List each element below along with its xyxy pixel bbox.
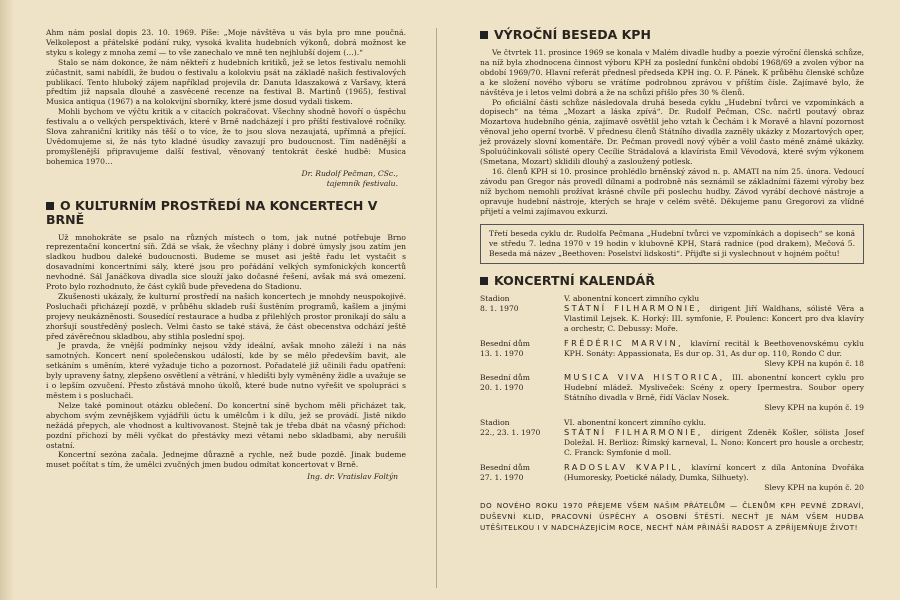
body-paragraph-4: Nelze také pominout otázku oblečení. Do koncertní síně bychom měli přicházet tak, abychom svým zevnějškem vyjádřili úctu k umělcům i k dílu, jež se provádí. Jistě nikdo nežádá přepych, ale vhodnost a kultivovanost. Stejně tak je třeba dbát na včasný příchod: pozdní příchozí by měli vyčkat do přestávky mezi větami nebo skladbami, aby nerušili ostatní. <box>46 400 406 450</box>
calendar-entry-program: dirigent Zdeněk Košler, sólista Josef Doležal. H. Berlioz: Římský karneval, L. Nono: Koncert pro housle a orchestr, C. Franck: Symfonie d moll. <box>564 428 864 457</box>
calendar-entry <box>480 463 864 493</box>
announcement-box <box>480 224 864 264</box>
calendar-date-line: Besední dům <box>480 373 531 383</box>
calendar-entry-series: VI. abonentní koncert zimního cyklu. <box>564 418 706 428</box>
signature-pecman-name: Dr. Rudolf Pečman, CSc., <box>301 168 398 178</box>
beseda-paragraph-3: 16. členů KPH si 10. prosince prohlédlo brněnský závod n. p. AMATI na ním 25. února. Vedoucí závodu pan Gregor nás provedl dílnami a podrobně nás seznámil se základními fázemi výroby bez níž bychom nemohli prožívat krásné chvíle při poslechu hudby. Závod vyrábí dechové nástroje a opravuje hudební nástroje, kterých se hraje v celém světě. Děkujeme panu Gregorovi za vlídné přijetí a velmi zajímavou exkurzi. <box>480 166 864 216</box>
calendar-entry-title: MUSICA VIVA HISTORICA, <box>564 372 732 383</box>
body-paragraph-1: Už mnohokráte se psalo na různých místech o tom, jak nutné potřebuje Brno reprezentační koncertní síň. Zdá se však, že všechny plány i dobré úmysly jsou zatím jen sladkou hudbou daleké budoucnosti. Budeme se muset asi ještě řadu let vystačit s dosavadními koncertními sály, které jsou pro pořádání velkých symfonických koncertů nevhodné. Sál Janáčkova divadla sice slouží jako dočasné řešení, avšak má svá omezení. Proto bylo rozhodnuto, že část cyklů bude převedena do Stadionu. <box>46 232 406 292</box>
calendar-entry-program: dirigent Jiří Waldhans, sólisté Věra a Vlastimil Lejsek. K. Horký: III. symfonie, F. Poulenc: Koncert pro dva klavíry a orchestr, C. Debussy: Moře. <box>564 304 864 333</box>
calendar-date-line: 20. 1. 1970 <box>480 383 524 393</box>
left-column <box>46 28 406 486</box>
calendar-entry-date <box>480 373 564 413</box>
body-paragraph-2: Zkušenosti ukázaly, že kulturní prostředí na našich koncertech je mnohdy neuspokojivé. Posluchači přicházejí pozdě, v průběhu skladeb ruší šustěním programů, kašlem a jinými projevy neukázněnosti. Sousedící restaurace a hudba z přilehlých prostor pronikají do sálu a zhoršují soustředěný poslech. Velmi často se také stává, že část obecenstva odchází ještě před závěrečnou skladbou, aby stihla poslední spoj. <box>46 291 406 341</box>
calendar-entry-body <box>564 304 864 334</box>
concert-calendar <box>480 294 864 492</box>
calendar-entry-body <box>564 373 864 403</box>
calendar-date-line: Stadion <box>480 418 510 428</box>
section-bullet-icon <box>480 277 488 285</box>
signature-foltyn: Ing. dr. Vratislav Foltýn <box>307 472 398 482</box>
calendar-entry-discount: Slevy KPH na kupón č. 18 <box>764 358 864 368</box>
signature-pecman-role: tajemník festivalu. <box>326 178 398 188</box>
calendar-entry <box>480 373 864 413</box>
intro-paragraph-3: Mohli bychom ve výčtu kritik a v citacích pokračovat. Všechny shodně hovoří o úspěchu festivalu a o velkých perspektivách, které v Brně nadcházejí i pro příští festivalové ročníky. Slova zahraniční kritiky nás těší o to více, že to jsou slova nezaujatá, upřímná a přející. Uvědomujeme si, že nás tyto kladné úsudky zavazují pro budoucnost. Tím naděnější a promyšlenější připravujeme další festival, věnovaný tentokrát české hudbě: Musica bohemica 1970… <box>46 107 406 166</box>
calendar-entry-date <box>480 418 564 458</box>
announcement-text: Třetí beseda cyklu dr. Rudolfa Pečmana „Hudební tvůrci ve vzpomínkách a dopisech“ se koná ve středu 7. ledna 1970 v 19 hodin v klubovně KPH, Stará radnice (pod drakem), Mečová 5. Beseda má název „Beethoven: Poselství lidskosti“. Přijďte si ji vyslechnout v hojném počtu! <box>489 229 855 259</box>
section-title-kulturni-prostredi <box>46 199 406 227</box>
calendar-entry-program: klavírní recitál k Beethovenovskému cyklu KPH. Sonáty: Appassionata, Es dur op. 31, As dur op. 110, Rondo C dur. <box>564 338 864 358</box>
calendar-entry-program: klavírní koncert z díla Antonína Dvořáka (Humoresky, Poetické nálady, Dumka, Silhuety). <box>564 462 864 482</box>
section-title-text: KONCERTNÍ KALENDÁŘ <box>494 273 655 289</box>
calendar-entry-date <box>480 463 564 493</box>
beseda-paragraph-1: Ve čtvrtek 11. prosince 1969 se konala v Malém divadle hudby a poezie výroční členská schůze, na níž byla zhodnocena činnost výboru KPH za poslední funkční období 1968/69 a zvolen výbor na období 1969/70. Hlavní referát přednesl předseda KPH ing. O. F. Pánek. K průběhu členské schůze a ke složení nového výboru se vrátíme podrobnou zprávou v příštím čísle. Zajímavé bylo, že návštěva je i letos velmi dobrá a že na schůzi přišlo přes 30 % členů. <box>480 48 864 97</box>
calendar-entry-text <box>564 294 864 334</box>
calendar-entry-title: STÁTNÍ FILHARMONIE, <box>564 427 712 437</box>
calendar-entry-series: V. abonentní koncert zimního cyklu <box>564 294 700 304</box>
calendar-entry <box>480 294 864 334</box>
calendar-entry-discount: Slevy KPH na kupón č. 20 <box>764 482 864 492</box>
section-title-koncertni-kalendar <box>480 274 864 288</box>
calendar-entry-title: RADOSLAV KVAPIL, <box>564 461 692 472</box>
calendar-entry-date <box>480 294 564 334</box>
section-title-vyrocni-beseda <box>480 28 864 42</box>
calendar-entry-text <box>564 463 864 493</box>
calendar-entry-title: FRÉDÉRIC MARVIN, <box>564 337 691 348</box>
calendar-date-line: 13. 1. 1970 <box>480 348 524 358</box>
beseda-paragraph-2: Po oficiální části schůze následovala druhá beseda cyklu „Hudební tvůrci ve vzpomínkách a dopisech“ na téma „Mozart a láska zpívá“. Dr. Rudolf Pečman, CSc. načrtl poutavý obraz Mozartova hudebního génia, zajímavě osvětlil jeho vztah k Čechám i k Moravě a hlavní pozornost věnoval jeho operní tvorbě. V přednesu členů Státního divadla zazněly ukázky z Mozartových oper, jež provázely slovní komentáře. Dr. Pečman provedl nový výběr a volil často méně známé ukázky. Spoluúčinkovali sólisté opery Cecílie Strádalová a klavírista Emil Vévodová, které svým výkonem (Smetana, Mozart) sklidili dlouhý a zasloužený potlesk. <box>480 97 864 166</box>
calendar-date-line: 27. 1. 1970 <box>480 472 524 482</box>
calendar-entry <box>480 339 864 369</box>
calendar-entry <box>480 418 864 458</box>
calendar-date-line: Besední dům <box>480 338 531 348</box>
calendar-entry-text <box>564 339 864 369</box>
column-divider <box>436 28 437 588</box>
calendar-entry-text <box>564 373 864 413</box>
calendar-entry-date <box>480 339 564 369</box>
section-title-text: VÝROČNÍ BESEDA KPH <box>494 27 651 42</box>
new-year-greeting: DO NOVÉHO ROKU 1970 PŘEJEME VŠEM NAŠIM PŘÁTELŮM — ČLENŮM KPH PEVNÉ ZDRAVÍ, DUŠEVNÍ KLID, PRACOVNÍ ÚSPĚCHY A OSOBNÍ ŠTĚSTÍ. NECHŤ JE NÁM VŠEM HUDBA UTĚŠITELKOU I V NADCHÁZEJÍCÍM ROCE, NECHŤ NÁM PŘINÁŠÍ RADOST A ZPŘÍJEMŇUJE ŽIVOT! <box>480 501 864 533</box>
calendar-date-line: Besední dům <box>480 462 531 472</box>
calendar-date-line: 8. 1. 1970 <box>480 304 519 314</box>
body-paragraph-5: Koncertní sezóna začala. Jednejme důrazně a rychle, než bude pozdě. Jinak budeme muset počítat s tím, že umělci zvučných jmen budou odmítat koncertovat v Brně. <box>46 450 406 470</box>
body-paragraph-3: Je pravda, že vnější podmínky nejsou vždy ideální, avšak mnoho záleží i na nás samotných. Koncert není společenskou událostí, kde by se mělo především bavit, ale setkáním s uměním, které vyžaduje ticho a pozornost. Pořadatelé již učinili řadu opatření: byly upraveny šatny, zlepšeno osvětlení a větrání, v hledišti byly vyměněny židle a uvažuje se i o lepším ozvučení. Přesto zůstává mnoho úkolů, které bude nutno vyřešit ve spolupráci s městem i s posluchači. <box>46 341 406 400</box>
calendar-entry-program: III. abonentní koncert cyklu pro Hudební mládež. Mysliveček: Scény z opery Ipermestra. Soubor opery Státního divadla v Brně, řídí Václav Nosek. <box>564 373 864 403</box>
calendar-entry-body <box>564 463 864 483</box>
section-title-text: O KULTURNÍM PROSTŘEDÍ NA KONCERTECH V BRNĚ <box>46 197 378 227</box>
intro-paragraph-2: Stalo se nám dokonce, že nám někteří z hudebních kritiků, jež se letos festivalu nemohli zúčastnit, sami nabídli, že budou o festivalu a kolokviu psát na základě našich festivalových publikací. Tento hluboký zájem například projevila dr. Danuta Idaszakowá z Varšavy, která předtím již napsala dlouhé a zasvěcené recenze na festival B. Martinů (1965), festival Musica antiqua (1967) a na kolokvijní sborníky, které jsme dosud vydali tiskem. <box>46 57 406 107</box>
signature-pecman <box>46 169 398 189</box>
intro-paragraph-1: Ahm nám poslal dopis 23. 10. 1969. Píše: „Moje návštěva u vás byla pro mne poučná. Velkolepost a přátelské podání ruky, vysoká kvalita hudebních výkonů, dobrá možnost ke styku s kolegy z mnoha zemí — to vše zanechalo ve mně ten nejhlubší dojem (…).“ <box>46 28 406 57</box>
right-column <box>480 28 864 533</box>
calendar-entry-discount: Slevy KPH na kupón č. 19 <box>764 403 864 413</box>
calendar-entry-title: STÁTNÍ FILHARMONIE, <box>564 303 710 314</box>
calendar-entry-body <box>564 339 864 359</box>
section-bullet-icon <box>480 31 488 39</box>
calendar-date-line: 22., 23. 1. 1970 <box>480 428 541 437</box>
calendar-date-line: Stadion <box>480 294 510 304</box>
calendar-entry-text <box>564 418 864 458</box>
calendar-entry-body <box>564 428 864 458</box>
page-fold-shadow <box>0 0 14 600</box>
section-bullet-icon <box>46 202 54 210</box>
